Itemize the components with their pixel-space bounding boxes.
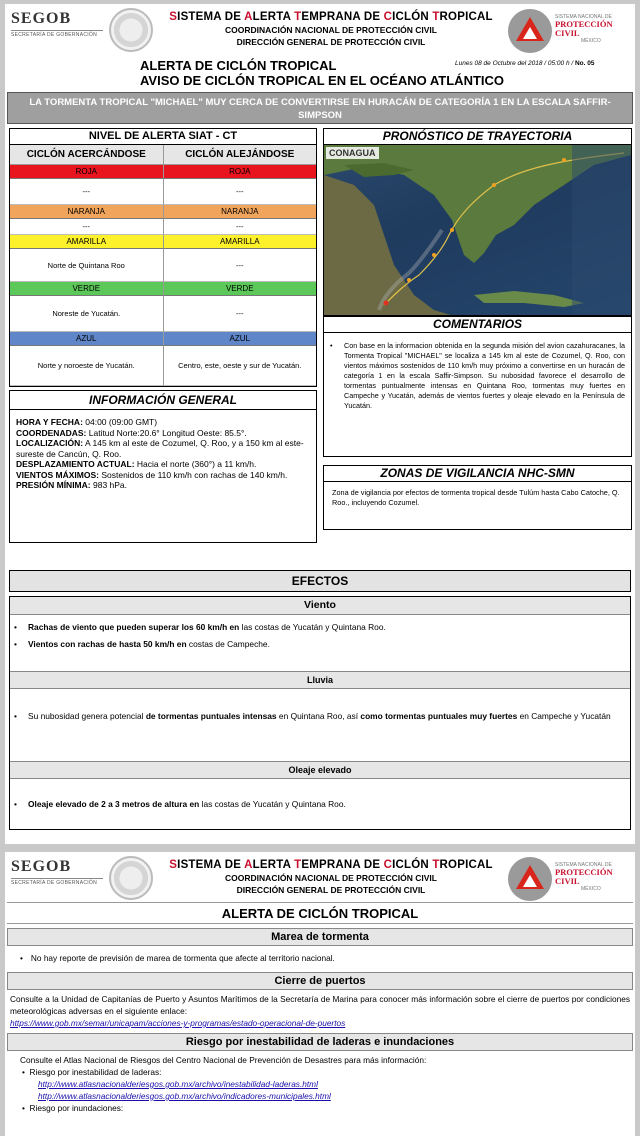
alert-level-label: AMARILLA	[164, 235, 317, 249]
proteccion-civil-wordmark: SISTEMA NACIONAL DE PROTECCIÓN CIVIL MÉXICO	[555, 862, 613, 892]
alert-level-label: AZUL	[10, 332, 164, 346]
lluvia-item: • Su nubosidad genera potencial de tormentas puntuales intensas en Quintana Roo, así como tormentas puntuales muy fuertes en Campeche y Yucatán	[14, 711, 611, 721]
alert-level-zone: Noreste de Yucatán.	[10, 296, 164, 332]
oleaje-list	[10, 779, 630, 810]
alert-level-label: AZUL	[164, 332, 317, 346]
alert-level-label: VERDE	[164, 282, 317, 296]
riesgo-item-laderas: • Riesgo por inestabilidad de laderas:	[22, 1067, 162, 1077]
segob-wordmark: SEGOB	[11, 858, 72, 875]
map-forecast-point	[450, 228, 454, 232]
bulletin-title: ALERTA DE CICLÓN TROPICAL	[140, 58, 337, 73]
direccion-title: DIRECCIÓN GENERAL DE PROTECCIÓN CIVIL	[236, 37, 426, 47]
map-forecast-point	[407, 278, 411, 282]
alert-level-row	[10, 205, 316, 219]
alert-level-values	[10, 219, 316, 235]
alert-level-values	[10, 249, 316, 282]
map-storm-marker	[384, 301, 389, 306]
efectos-body	[9, 596, 631, 830]
page2-title: ALERTA DE CICLÓN TROPICAL	[7, 902, 633, 924]
info-item: LOCALIZACIÓN: A 145 km al este de Cozumel, Q. Roo, y a 150 km al este-sureste de Cancún, Q. Roo.	[16, 438, 304, 459]
comentarios-box	[323, 333, 632, 457]
alert-level-row	[10, 282, 316, 296]
bulletin-date: Lunes 08 de Octubre del 2018 / 05:00 h / No. 05	[455, 60, 595, 67]
bullet-icon: •	[330, 341, 333, 350]
riesgo-link-laderas[interactable]: http://www.atlasnacionalderiesgos.gob.mx/archivo/inestabilidad-laderas.html	[38, 1079, 318, 1089]
info-general-box	[9, 410, 317, 543]
headline-banner: LA TORMENTA TROPICAL "MICHAEL" MUY CERCA DE CONVERTIRSE EN HURACÁN DE CATEGORÍA 1 EN LA ESCALA SAFFIR-SIMPSON	[7, 92, 633, 124]
lluvia-title: Lluvia	[10, 671, 630, 689]
segob-subtitle: SECRETARÍA DE GOBERNACIÓN	[11, 878, 103, 886]
alert-level-zone: ---	[164, 219, 317, 235]
info-general-title: INFORMACIÓN GENERAL	[9, 390, 317, 410]
riesgo-item-inundaciones: • Riesgo por inundaciones:	[22, 1103, 124, 1113]
alert-level-row	[10, 235, 316, 249]
alert-level-zone: Centro, este, oeste y sur de Yucatán.	[164, 346, 317, 386]
alert-level-label: NARANJA	[10, 205, 164, 219]
bulletin-number: No. 05	[574, 60, 595, 67]
segob-subtitle: SECRETARÍA DE GOBERNACIÓN	[11, 30, 103, 38]
col-alejandose: CICLÓN ALEJÁNDOSE	[164, 145, 317, 165]
map-forecast-point	[492, 183, 496, 187]
alert-level-zone: Norte de Quintana Roo	[10, 249, 164, 282]
header-titles	[157, 859, 505, 895]
info-item: HORA Y FECHA: 04:00 (09:00 GMT)	[16, 417, 158, 427]
sistema-title: SISTEMA DE ALERTA TEMPRANA DE CICLÓN TROPICAL	[169, 859, 493, 871]
lluvia-list	[10, 689, 630, 761]
segob-logo	[11, 10, 103, 38]
map-forecast-point	[432, 253, 436, 257]
info-item: DESPLAZAMIENTO ACTUAL: Hacia el norte (360°) a 11 km/h.	[16, 459, 257, 469]
alert-level-zone: ---	[164, 249, 317, 282]
zonas-text: Zona de vigilancia por efectos de tormenta tropical desde Tulúm hasta Cabo Catoche, Q. Roo., incluyendo Cozumel.	[323, 482, 632, 530]
alert-level-row	[10, 165, 316, 179]
zonas-title: ZONAS DE VIGILANCIA NHC-SMN	[323, 465, 632, 482]
alert-level-label: NARANJA	[164, 205, 317, 219]
header-titles	[157, 11, 505, 47]
viento-item: • Vientos con rachas de hasta 50 km/h en costas de Campeche.	[14, 639, 270, 649]
map-land-cuba	[474, 291, 584, 307]
riesgo-text: Consulte el Atlas Nacional de Riesgos del Centro Nacional de Prevención de Desastres para más información: • Riesgo por inestabilidad de laderas: http://www.atlasnacionalderiesgos.gob.mx/archivo/inestabilidad-laderas.html http://www.atlasnacionalderiesgos.gob.mx/archivo/indicadores-municipales.html • Riesgo por inundaciones:	[5, 1051, 635, 1114]
marea-item: • No hay reporte de previsión de marea de tormenta que afecte al territorio nacional.	[5, 946, 635, 968]
efectos-title: EFECTOS	[9, 570, 631, 592]
comentarios-text: Con base en la informacion obtenida en la segunda misión del avion cazahuracanes, la Tormenta Tropical "MICHAEL" se localiza a 145 km al este de Cozumel, Q. Roo, con vientos máximos sostenidos de 110 km/h muy próximo a convertirse en un huracán de categoría 1 en la escala Saffir-Simpson. Su nubosidad favorece el desarrollo de tormentas puntualmente intensas en Quintana Roo, tormentas muy fuertes en Campeche y Yucatán, además de vientos fuertes y oleaje elevado en la Península de Yucatán.	[344, 341, 625, 410]
viento-title: Viento	[10, 597, 630, 615]
bulletin-subtitle: AVISO DE CICLÓN TROPICAL EN EL OCÉANO ATLÁNTICO	[140, 73, 505, 88]
info-item: VIENTOS MÁXIMOS: Sostenidos de 110 km/h con rachas de 140 km/h.	[16, 469, 288, 480]
viento-item: • Rachas de viento que pueden superar los 60 km/h en las costas de Yucatán y Quintana Roo.	[14, 622, 386, 632]
info-item: PRESIÓN MÍNIMA: 983 hPa.	[16, 480, 128, 490]
segob-logo	[11, 858, 103, 886]
bulletin-page-1	[5, 4, 635, 844]
national-seal-icon	[109, 856, 153, 900]
alert-levels	[10, 165, 316, 386]
coordinacion-title: COORDINACIÓN NACIONAL DE PROTECCIÓN CIVIL	[225, 873, 437, 883]
alert-table-header	[10, 145, 316, 165]
proteccion-civil-logo-icon	[508, 857, 552, 901]
alert-level-label: ROJA	[164, 165, 317, 179]
alert-level-label: ROJA	[10, 165, 164, 179]
info-item: COORDENADAS: Latitud Norte:20.6° Longitud Oeste: 85.5°.	[16, 427, 247, 438]
trajectory-map-graphic	[324, 145, 631, 316]
alert-level-values	[10, 296, 316, 332]
conagua-label: CONAGUA	[326, 147, 379, 159]
cierre-link[interactable]: https://www.gob.mx/semar/unicapam/acciones-y-programas/estado-operacional-de-puertos	[10, 1018, 346, 1028]
alert-level-values	[10, 179, 316, 205]
alert-level-values	[10, 346, 316, 386]
page-header-2	[5, 852, 635, 902]
alert-level-table	[9, 145, 317, 387]
coordinacion-title: COORDINACIÓN NACIONAL DE PROTECCIÓN CIVIL	[225, 25, 437, 35]
sistema-title: SISTEMA DE ALERTA TEMPRANA DE CICLÓN TROPICAL	[169, 11, 493, 23]
cierre-title: Cierre de puertos	[7, 972, 633, 990]
left-column	[9, 128, 317, 543]
oleaje-item: • Oleaje elevado de 2 a 3 metros de altura en las costas de Yucatán y Quintana Roo.	[14, 799, 346, 809]
map-forecast-point	[562, 158, 566, 162]
map-ocean-overlay	[572, 145, 631, 316]
proteccion-civil-logo-icon	[508, 9, 552, 53]
riesgo-link-municipales[interactable]: http://www.atlasnacionalderiesgos.gob.mx/archivo/indicadores-municipales.html	[38, 1091, 331, 1101]
alert-level-row	[10, 332, 316, 346]
alert-level-zone: ---	[164, 296, 317, 332]
alert-level-label: VERDE	[10, 282, 164, 296]
direccion-title: DIRECCIÓN GENERAL DE PROTECCIÓN CIVIL	[236, 885, 426, 895]
alert-level-label: AMARILLA	[10, 235, 164, 249]
trajectory-map	[323, 145, 632, 316]
oleaje-title: Oleaje elevado	[10, 761, 630, 779]
alert-level-title: NIVEL DE ALERTA SIAT - CT	[9, 128, 317, 145]
page-header	[5, 4, 635, 54]
proteccion-civil-wordmark: SISTEMA NACIONAL DE PROTECCIÓN CIVIL MÉXICO	[555, 14, 613, 44]
comentarios-title: COMENTARIOS	[323, 316, 632, 333]
segob-wordmark: SEGOB	[11, 10, 72, 27]
national-seal-icon	[109, 8, 153, 52]
bulletin-page-2	[5, 852, 635, 1136]
marea-title: Marea de tormenta	[7, 928, 633, 946]
pronostico-title: PRONÓSTICO DE TRAYECTORIA	[323, 128, 632, 145]
viento-list	[10, 615, 630, 671]
bullet-icon: •	[20, 953, 23, 963]
alert-level-zone: ---	[164, 179, 317, 205]
riesgo-title: Riesgo por inestabilidad de laderas e inundaciones	[7, 1033, 633, 1051]
two-column-section	[5, 124, 635, 570]
alert-level-zone: Norte y noroeste de Yucatán.	[10, 346, 164, 386]
bulletin-title-row	[5, 54, 635, 92]
alert-level-zone: ---	[10, 179, 164, 205]
right-column	[323, 128, 632, 530]
cierre-text: Consulte a la Unidad de Capitanías de Puerto y Asuntos Marítimos de la Secretaría de Marina para conocer más información sobre el cierre de puertos por condiciones meteorológicas adversas en el siguiente enlace: https://www.gob.mx/semar/unicapam/acciones-y-programas/estado-operacional-de-puertos	[10, 994, 630, 1028]
alert-level-zone: ---	[10, 219, 164, 235]
col-acercandose: CICLÓN ACERCÁNDOSE	[10, 145, 164, 165]
